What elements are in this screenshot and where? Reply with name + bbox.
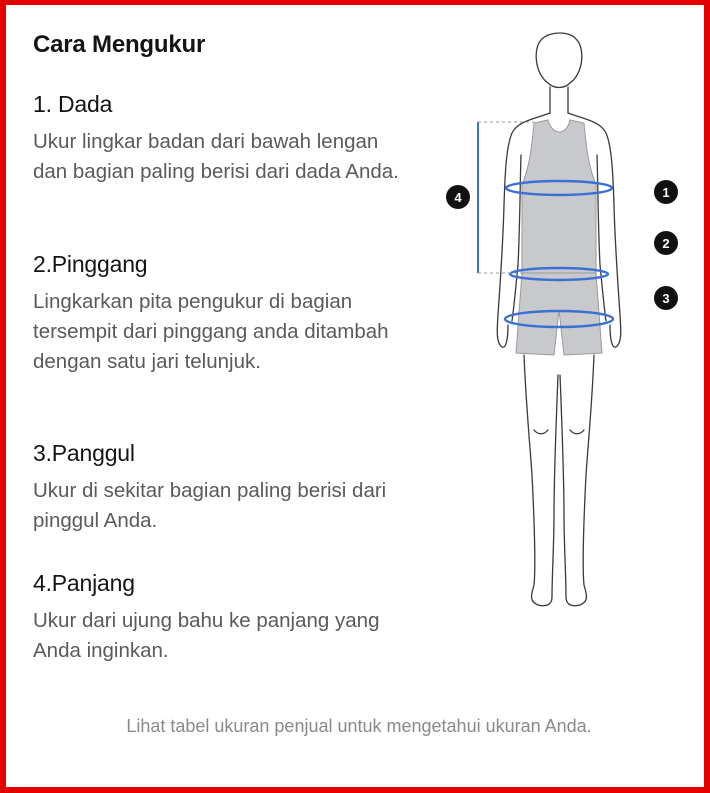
section-heading-chest: 1. Dada — [33, 91, 113, 117]
section-desc-chest: Ukur lingkar badan dari bawah lengan dan bagian paling berisi dari dada Anda. — [33, 130, 399, 183]
marker-1-label: 1 — [662, 185, 670, 200]
page-title: Cara Mengukur — [33, 31, 206, 58]
marker-2-icon — [654, 231, 678, 255]
section-desc-waist: Lingkarkan pita pengukur di bagian tersempit dari pinggang anda ditambah dengan satu jari telunjuk. — [33, 290, 389, 373]
tank-top-shape — [522, 120, 596, 273]
shorts-shape — [516, 273, 602, 355]
body-measurement-figure — [436, 25, 696, 625]
section-waist — [33, 251, 413, 377]
section-heading-waist: 2.Pinggang — [33, 251, 148, 277]
marker-3-icon — [654, 286, 678, 310]
section-length — [33, 570, 413, 666]
section-chest — [33, 91, 413, 187]
marker-4-label: 4 — [454, 190, 462, 205]
marker-2-label: 2 — [662, 236, 670, 251]
marker-4-icon — [446, 185, 470, 209]
size-chart-note: Lihat tabel ukuran penjual untuk mengetahui ukuran Anda. — [126, 716, 592, 736]
section-desc-hip: Ukur di sekitar bagian paling berisi dari pinggul Anda. — [33, 479, 387, 532]
marker-3-label: 3 — [662, 291, 670, 306]
marker-1-icon — [654, 180, 678, 204]
section-hip — [33, 440, 413, 536]
body-outline-illustration — [436, 25, 696, 625]
section-heading-length: 4.Panjang — [33, 570, 135, 596]
section-desc-length: Ukur dari ujung bahu ke panjang yang Anda inginkan. — [33, 609, 380, 662]
section-heading-hip: 3.Panggul — [33, 440, 135, 466]
